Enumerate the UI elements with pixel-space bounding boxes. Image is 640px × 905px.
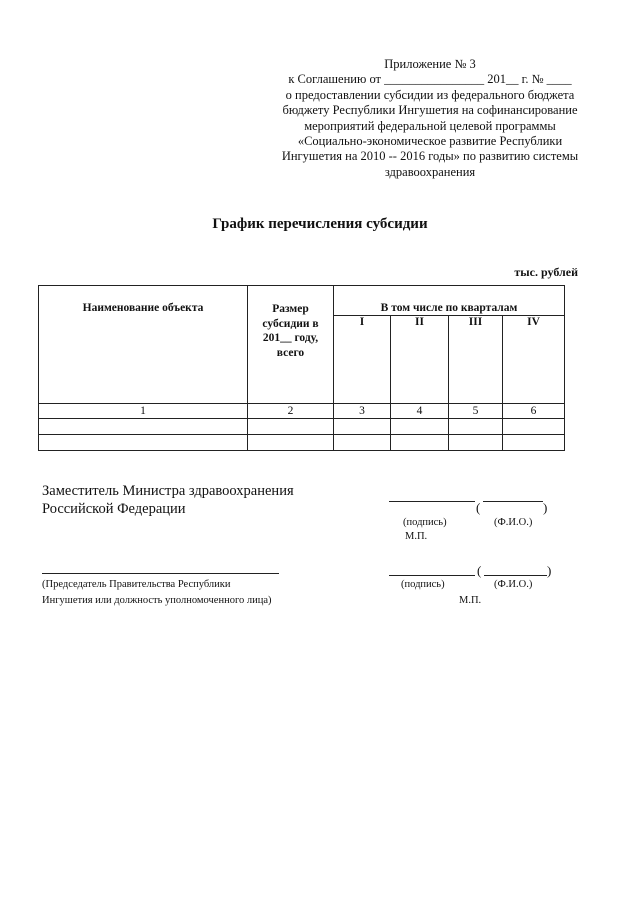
appendix-line: «Социально-экономическое развитие Республики (297, 134, 563, 149)
signature2-paren-close: ) (547, 563, 552, 578)
table-cell (503, 435, 565, 451)
table-cell (391, 419, 449, 435)
table-cell (449, 435, 503, 451)
signature1-fio-label: (Ф.И.О.) (494, 517, 533, 528)
header-quarters: В том числе по кварталам (334, 286, 565, 316)
appendix-line: мероприятий федеральной целевой программы (304, 118, 556, 133)
table-cell (334, 435, 391, 451)
appendix-agreement-line: к Соглашению от ________________ 201__ г. № ____ (288, 72, 572, 87)
appendix-line: Ингушетия на 2010 -- 2016 годы» по развитию системы (281, 149, 579, 164)
signature1-position (42, 482, 294, 518)
signature2-paren-open: ( (477, 563, 482, 578)
header-object-name: Наименование объекта (39, 286, 248, 404)
signature1-position-line: Российской Федерации (42, 501, 186, 517)
column-numbers-row (39, 404, 565, 419)
signature2-sign-label: (подпись) (401, 579, 445, 590)
table-cell (449, 419, 503, 435)
table-cell (248, 419, 334, 435)
column-number: 3 (334, 404, 391, 419)
header-quarter-4: IV (503, 316, 565, 404)
document-title: График перечисления субсидии (212, 216, 428, 232)
signature2-fio-label: (Ф.И.О.) (494, 579, 533, 590)
header-subsidy-size: Размер субсидии в 201__ году, всего (248, 286, 334, 404)
column-number: 5 (449, 404, 503, 419)
appendix-line: здравоохранения (384, 164, 476, 179)
header-quarter-3: III (449, 316, 503, 404)
table-row (39, 419, 565, 435)
signature2-position-line-blank (42, 573, 279, 574)
signature2-fio-line (484, 575, 547, 576)
signature1-stamp: М.П. (405, 531, 428, 542)
signature1-paren-open: ( (476, 500, 481, 515)
signature1-paren-close: ) (543, 500, 548, 515)
header-quarter-1: I (334, 316, 391, 404)
table-cell (248, 435, 334, 451)
appendix-line: о предоставлении субсидии из федерального бюджета (285, 87, 575, 102)
table-cell (503, 419, 565, 435)
table-cell (334, 419, 391, 435)
column-number: 1 (39, 404, 248, 419)
table-cell (391, 435, 449, 451)
column-number: 6 (503, 404, 565, 419)
signature2-position-line: Ингушетия или должность уполномоченного лица) (42, 595, 272, 606)
table-cell (39, 435, 248, 451)
appendix-line: бюджету Республики Ингушетия на софинансирование (282, 103, 578, 118)
column-number: 4 (391, 404, 449, 419)
signature1-sign-label: (подпись) (403, 517, 447, 528)
table-row (39, 435, 565, 451)
appendix-number: Приложение № 3 (384, 57, 476, 71)
table-cell (39, 419, 248, 435)
appendix-header (262, 57, 598, 180)
signature2-sign-line (389, 575, 475, 576)
subsidy-schedule-table (38, 285, 565, 451)
signature1-position-line: Заместитель Министра здравоохранения (42, 483, 294, 499)
signature2-position-line: (Председатель Правительства Республики (42, 579, 231, 590)
signature2-stamp: М.П. (459, 595, 482, 606)
signature1-sign-line (389, 501, 475, 502)
units-label: тыс. рублей (514, 265, 578, 279)
signature1-fio-line (483, 501, 543, 502)
header-quarter-2: II (391, 316, 449, 404)
column-number: 2 (248, 404, 334, 419)
